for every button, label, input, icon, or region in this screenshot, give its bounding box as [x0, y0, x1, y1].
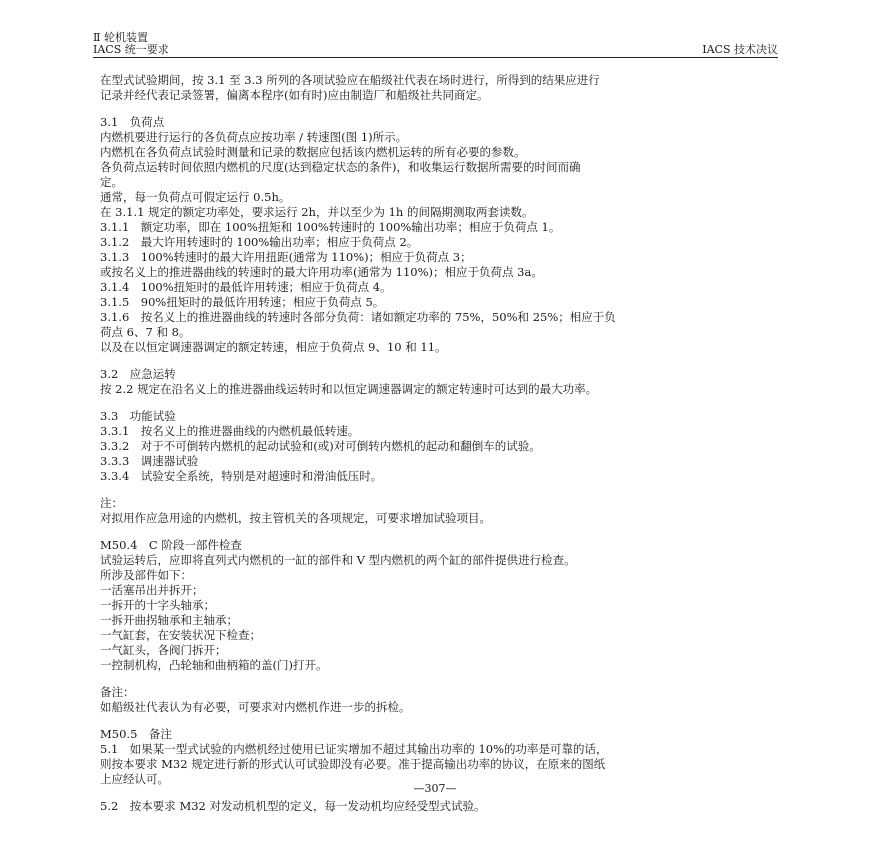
text-block [100, 115, 772, 355]
block-gap [100, 484, 772, 496]
text-line: 按 2.2 规定在沿名义上的推进器曲线运转时和以恒定调速器调定的额定转速时可达到的最大功率。 [100, 382, 598, 396]
page-header [93, 32, 778, 56]
text-line: M50.5 备注 [100, 727, 172, 741]
text-line: 如船级社代表认为有必要，可要求对内燃机作进一步的拆检。 [100, 700, 411, 714]
block-gap [100, 355, 772, 367]
block-gap [100, 103, 772, 115]
text-line: 3.1.3 100%转速时的最大许用扭距(通常为 110%)；相应于负荷点 3； [100, 250, 472, 264]
text-line: 一控制机构，凸轮轴和曲柄箱的盖(门)打开。 [100, 658, 328, 672]
text-line: 3.3.2 对于不可倒转内燃机的起动试验和(或)对可倒转内燃机的起动和翻倒车的试验。 [100, 439, 541, 453]
text-line: 各负荷点运转时间依照内燃机的尺度(达到稳定状态的条件)，和收集运行数据所需要的时间而确 [100, 160, 581, 174]
text-line: 在 3.1.1 规定的额定功率处，要求运行 2h，并以至少为 1h 的间隔期测取两套读数。 [100, 205, 534, 219]
text-block [100, 73, 772, 103]
text-line: 3.3.3 调速器试验 [100, 454, 199, 468]
text-line: 一气缸套，在安装状况下检查； [100, 628, 261, 642]
text-line: 则按本要求 M32 规定进行新的形式认可试验即没有必要。准于提高输出功率的协议，在原来的图纸 [100, 757, 606, 771]
header-section-title: Ⅱ 轮机装置 [93, 31, 148, 44]
block-gap [100, 397, 772, 409]
text-line: M50.4 C 阶段一部件检查 [100, 538, 242, 552]
text-line: 5.2 按本要求 M32 对发动机机型的定义，每一发动机均应经受型式试验。 [100, 799, 486, 813]
text-block [100, 799, 772, 814]
text-block [100, 367, 772, 397]
header-right: IACS 技术决议 [702, 43, 778, 56]
text-line: 3.1.4 100%扭矩时的最低许用转速；相应于负荷点 4。 [100, 280, 392, 294]
text-line: 一活塞吊出并拆开； [100, 583, 204, 597]
text-block [100, 409, 772, 484]
text-block [100, 496, 772, 526]
text-line: 内燃机在各负荷点试验时测量和记录的数据应包括该内燃机运转的所有必要的参数。 [100, 145, 526, 159]
text-line: 以及在以恒定调速器调定的额定转速，相应于负荷点 9、10 和 11。 [100, 340, 447, 354]
text-line: 定。 [100, 175, 123, 189]
text-line: 3.1.5 90%扭矩时的最低许用转速；相应于负荷点 5。 [100, 295, 385, 309]
text-line: 3.1.6 按名义上的推进器曲线的转速时各部分负荷：诸如额定功率的 75%，50%和 25%；相应于负 [100, 310, 616, 324]
text-line: 通常，每一负荷点可假定运行 0.5h。 [100, 190, 291, 204]
header-left: IACS 统一要求 [93, 43, 169, 56]
block-gap [100, 526, 772, 538]
header-row [93, 44, 778, 56]
text-line: 注： [100, 496, 123, 510]
text-block [100, 538, 772, 673]
block-gap [100, 673, 772, 685]
text-line: 备注： [100, 685, 135, 699]
text-line: 或按名义上的推进器曲线的转速时的最大许用功率(通常为 110%)；相应于负荷点 3a。 [100, 265, 543, 279]
text-line: 3.1.2 最大许用转速时的 100%输出功率；相应于负荷点 2。 [100, 235, 419, 249]
text-line: 3.2 应急运转 [100, 367, 176, 381]
text-block [100, 685, 772, 715]
text-line: 在型式试验期间，按 3.1 至 3.3 所列的各项试验应在船级社代表在场时进行，所得到的结果应进行 [100, 73, 600, 87]
text-line: 一气缸头，各阀门拆开； [100, 643, 227, 657]
text-line: 对拟用作应急用途的内燃机，按主管机关的各项规定，可要求增加试验项目。 [100, 511, 491, 525]
document-body [100, 73, 772, 814]
text-line: 荷点 6、7 和 8。 [100, 325, 191, 339]
text-line: 3.3.4 试验安全系统，特别是对超速时和滑油低压时。 [100, 469, 383, 483]
text-line: 3.3.1 按名义上的推进器曲线的内燃机最低转速。 [100, 424, 360, 438]
block-gap [100, 715, 772, 727]
text-line: 5.1 如果某一型式试验的内燃机经过使用已证实增加不超过其输出功率的 10%的功率是可靠的话， [100, 742, 608, 756]
text-line: 3.3 功能试验 [100, 409, 176, 423]
text-line: 一拆开曲拐轴承和主轴承； [100, 613, 238, 627]
text-line: 试验运转后，应即将直列式内燃机的一缸的部件和 V 型内燃机的两个缸的部件提供进行检查。 [100, 553, 576, 567]
text-line: 内燃机要进行运行的各负荷点应按功率 / 转速图(图 1)所示。 [100, 130, 408, 144]
text-line: 上应经认可。 [100, 772, 169, 786]
page-number: —307— [413, 782, 457, 795]
header-rule [93, 57, 778, 58]
text-line: 3.1 负荷点 [100, 115, 165, 129]
text-line: 3.1.1 额定功率，即在 100%扭矩和 100%转速时的 100%输出功率；相应于负荷点 1。 [100, 220, 561, 234]
text-block [100, 727, 772, 787]
text-line: 所涉及部件如下： [100, 568, 192, 582]
text-line: 记录并经代表记录签署，偏离本程序(如有时)应由制造厂和船级社共同商定。 [100, 88, 489, 102]
text-line: 一拆开的十字头轴承； [100, 598, 215, 612]
